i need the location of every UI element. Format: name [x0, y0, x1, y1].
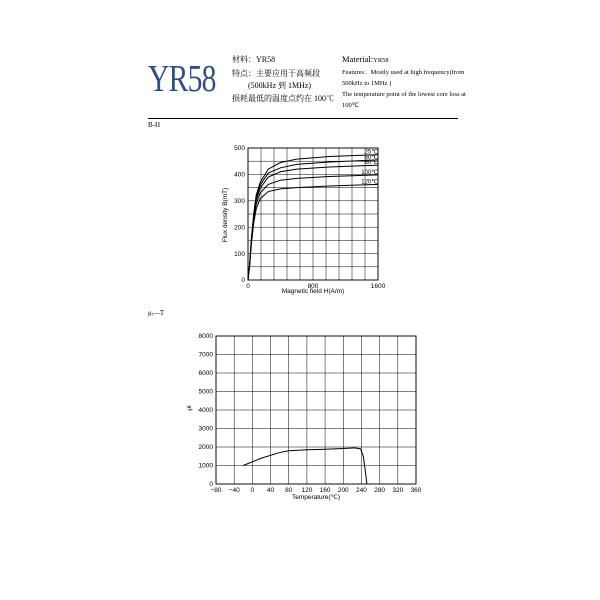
cn-features-2: (500kHz 到 1MHz) [248, 81, 312, 90]
yr58-logo: YR58 [148, 58, 216, 100]
y-tick-label: 500 [234, 145, 245, 153]
en-features-2: 500kHz to 1MHz ) [342, 80, 392, 87]
cn-features-1: 特点：主要应用于高频段 [232, 69, 320, 78]
x-tick-label: 280 [374, 487, 386, 494]
y-tick-label: 5000 [198, 388, 213, 396]
series-line [243, 448, 367, 484]
y-tick-label: 400 [234, 171, 245, 179]
header-rule [148, 118, 458, 119]
bh-legend-label: 120℃ [361, 179, 378, 186]
mut-grid [216, 336, 416, 484]
mut-section-label: μᵢ—T [148, 309, 165, 317]
x-tick-label: 0 [246, 283, 250, 290]
x-tick-label: 1600 [370, 283, 386, 290]
bh-section-label: B-H [148, 121, 161, 129]
y-tick-label: 300 [234, 198, 245, 205]
x-tick-label: 360 [410, 487, 422, 494]
bh-legend-label: 80℃ [364, 160, 378, 167]
cn-features-3: 损耗最低的温度点约在 100℃ [232, 94, 334, 103]
en-material-value: YR58 [373, 57, 389, 64]
y-tick-label: 1000 [198, 462, 213, 470]
y-tick-label: 0 [241, 277, 245, 285]
bh-chart [215, 140, 395, 300]
bh-legend-label: 100℃ [361, 169, 378, 176]
bh-x-axis-label: Magnetic field H(A/m) [281, 288, 345, 295]
x-tick-label: 160 [319, 487, 331, 494]
mut-ticks [199, 333, 422, 494]
bh-y-axis-label: Flux density B(mT) [222, 187, 229, 243]
mut-series [243, 448, 367, 484]
en-features-4: 100℃ [342, 102, 360, 109]
x-tick-label: 800 [307, 283, 319, 290]
y-tick-label: 4000 [198, 407, 213, 415]
mut-chart [183, 328, 423, 506]
mut-x-axis-label: Temperature(℃) [291, 494, 341, 501]
en-material-line [342, 54, 389, 66]
bh-legend-label: 25℃ [364, 149, 378, 156]
y-tick-label: 6000 [198, 370, 213, 378]
x-tick-label: 40 [266, 487, 275, 494]
mut-y-axis-label: μi [186, 405, 193, 411]
y-tick-label: 7000 [198, 351, 213, 359]
y-tick-label: 3000 [198, 425, 213, 433]
bh-legend [361, 150, 378, 186]
x-tick-label: 320 [392, 487, 404, 494]
x-tick-label: 120 [301, 487, 313, 494]
en-features-1: Features：Mostly used at high frequency(from [342, 69, 465, 76]
bh-ticks [234, 145, 385, 290]
x-tick-label: −80 [210, 487, 222, 494]
cn-material: 材料：YR58 [232, 55, 276, 64]
y-tick-label: 0 [209, 481, 213, 489]
y-tick-label: 8000 [198, 333, 213, 341]
x-tick-label: 80 [285, 487, 293, 494]
x-tick-label: −40 [228, 487, 240, 494]
y-tick-label: 2000 [198, 444, 213, 452]
bh-legend-label: 60℃ [364, 154, 378, 161]
y-tick-label: 100 [234, 250, 245, 258]
x-tick-label: 200 [337, 487, 349, 494]
en-features-3: The temperature point of the lowest core loss at [342, 91, 466, 98]
en-material-label: Material: [342, 54, 374, 64]
x-tick-label: 0 [250, 487, 255, 494]
x-tick-label: 240 [356, 487, 367, 494]
y-tick-label: 200 [234, 224, 245, 232]
